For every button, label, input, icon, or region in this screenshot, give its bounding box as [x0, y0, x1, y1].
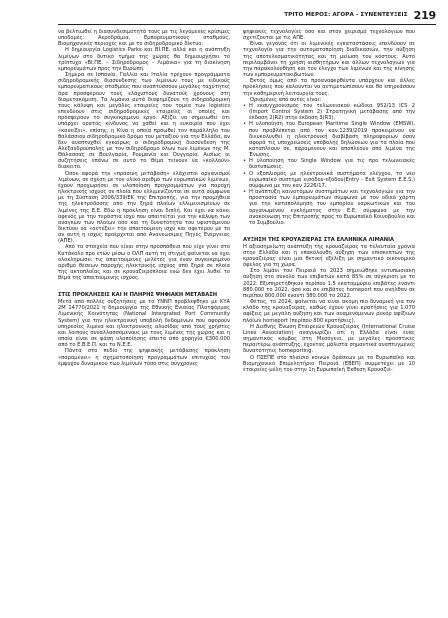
paragraph: Ο ΠΣΕΠΕ στο πλαίσιο κοινών δράσεων με το Ευρωπαϊκό και Βιομηχανικό Επιμελητήριο Πειραιά (ΕΒΕΠ) συμμετέχει με 10 εταιρείες-μέλη του στην 1η Ευρωπαϊκή Έκθεση Κρουαζιέ- — [243, 354, 415, 373]
paragraph: Από τα στοιχεία που είναι στην προσπάθεια που είχε γίνει στο Κατάκολο προ ετών μέσω ο ΟΛΠ αυτή τη στιγμή φαίνεται να έχει ολοκληρώσει τις απαιτούμενες μελέτες για έναν συγκεκριμένο αριθμό θέσεων παροχής ηλεκτρικής ισχύος από ξηρά σε πλοία της ακτοπλοΐας και σε κρουαζιερόπλοια ενώ δεν έχει λυθεί το θέμα της απαιτούμενης ισχύος. — [58, 244, 230, 282]
paragraph: Μετά από πολλές συζητήσεις με το ΥΝΝΠ προβλέφθηκε με ΚΥΑ 2Μ 14770/2021 η δημιουργία της Εθνικής Ενιαίας Πλατφόρμας Λιμενικής Κοινότητας (National Intergrated Port Community System) για την ηλεκτρονική υποβολή δεδομένων που αφορούν υπηρεσίες λιμένα και ηλεκτρονικής αλυσίδας από τους χρήστες και λοιπούς συναλλασσόμενους με τους λιμένες της χώρας και η οποία είναι σε φάση υλοποίησης έπειτα από χορηγία €300.000 από το Ε.Β.Ε.Π. και το Ν.Ε.Ε. — [58, 299, 230, 349]
section-title: ΤΡΙΤΟ ΜΕΡΟΣ: ΑΓΟΡΑ - ΣΥΝΕΝΤΕΥΞΕΙΣ — [284, 12, 408, 18]
paragraph: Ορισμένες από αυτές είναι: — [250, 96, 322, 103]
spacer — [58, 281, 230, 287]
paragraph: Στο λιμάνι του Πειραιά το 2023 σημειώθηκε εντυπωσιακή αύξηση στο σύνολο των επιβατών κατά 85% σε σύγκριση με το 2022. Εξυπηρετήθηκαν περίπου 1,5 εκατομμύριο επιβάτες έναντι 880.000 το 2022, όσο και σε επιβάτες homeport που ανήλθαν σε περίπου 800.000 έναντι 380.000 το 2022. — [243, 268, 415, 299]
bullet-item — [243, 158, 415, 170]
bullet-item — [243, 171, 415, 189]
bullet-text: Η εκσυγχρονισμός του τελωνειακού κώδικα 952/13 ICS 2 (Import Control System 2) Στρατηγική μετάβασης από την έκδοση 2(R2) στην έκδοση 3(R3). — [249, 102, 415, 122]
paragraph: Φέτος, το 2024, φαίνεται να είναι ακόμη πιο δυναμική για τον κλάδο της κρουαζιέρας, καθώς έχουν γίνει κρατήσεις για 1.070 αφίξεις με μεγάλη αύξηση και των αναμενόμενων ρεκόρ αφίξεων πλοίων homeport (περίπου 800 κρατήσεις). — [243, 299, 415, 324]
paragraph: Πάντα στο πεδίο της ψηφιακής μετάβασης πρόκληση «παραμένει» η σχηματοποίηση προγραμμάτων επιτυχίας του έμψυχου δυναμικού των λιμένων τόσο στις σύγχρονες — [58, 348, 230, 367]
paragraph: ψηφιακές τεχνολογίες όσο και στον χειρισμό τεχνολογιών που σχετίζονται με τις ΑΠΕ. — [243, 29, 415, 42]
section-heading: ΣΤΙΣ ΠΡΟΚΛΗΣΕΙΣ ΚΑΙ Η ΠΛΗΡΗΣ ΨΗΦΙΑΚΗ ΜΕΤΑΒΑΣΗ — [58, 292, 218, 299]
bullet-text: Η ανάπτυξη καινοτόμων συστημάτων και τεχνολογιών για την προστασία των εμπορευμάτων σύμφωνα με τον οδικό χάρτη για την καταπολέμηση του εμπορίου ναρκωτικών και του οργανωμένου εγκλήματος στην Ε.Ε. σύμφωνα με την ανακοίνωση της Επιτροπής προς το Ευρωπαϊκό Κοινοβούλιο και το Συμβούλιο. — [249, 189, 415, 226]
bullet-item — [243, 189, 415, 226]
left-column — [58, 29, 230, 367]
paragraph: Η δημιουργία Logistics Parks και ΒΙ.ΠΕ. αλλά και η ανάπτυξη λιμένων στο δυτικό τμήμα της χώρας θα δημιουργήσει το τρίπτυχο «ΒΙ.ΠΕ. – Σιδηρόδρομος – Λιμάνια» για τη διακίνηση εμπορευμάτων προς την Ευρώπη. — [58, 47, 230, 72]
bullet-item — [243, 121, 415, 158]
bullet-icon: • — [243, 189, 247, 196]
bullet-icon: • — [243, 170, 247, 177]
bullet-icon: • — [243, 102, 247, 109]
paragraph: Είναι γεγονός ότι οι λιμενικές εγκαταστάσεις επενδύουν σε τεχνολογία για την αυτοματοποίηση διαδικασιών, την αύξηση της αποτελεσματικότητας και τη μείωση του κόστους. Αυτό περιλαμβάνει τη χρήση αισθητήρων και άλλων τεχνολογιών για την παρακολούθηση και τον έλεγχο των λιμένων και της κίνησης των εμπορευματοκιβωτίων. — [243, 41, 415, 79]
bullet-text: Η υλοποίηση του European Maritime Single Window (EMSW), που προβλέπεται από τον καν.1239/2019 προκειμένου να διευκολυνθεί η ηλεκτρονική διαβίβαση πληροφοριών όσον αφορά τις υποχρεώσεις υποβολής δηλώσεων για τα πλοία που καταπλέουν σε, παραμένουν και αποπλέουν από λιμένα της Ένωσης. — [249, 121, 415, 159]
paragraph: να βελτιωθεί η διασυνδεσιμότητά τους με τις λεγόμενες κρίσιμες υποδομές: Αεροδρόμια, Εμπορευματικούς σταθμούς, Βιομηχανικές περιοχές και με το σιδηροδρομικό δίκτυο. — [58, 29, 230, 48]
bullet-icon: • — [243, 121, 247, 128]
bullet-item — [243, 103, 415, 121]
page-header — [284, 8, 436, 22]
page-number: 219 — [413, 8, 436, 22]
paragraph: Σήμερα σε Ισπανία, Γαλλία και Ιταλία τρέχουν προγράμματα σιδηροδρομικής διασύνδεσης των λιμένων τους με ειδικούς εμπορευματικούς σταθμούς που αναπτύσσουν μεγάλες ταχύτητες άρα προσφέρουν τους ελάχιστους δυνατούς χρόνους στη διαμετακόμιση. Τα λιμάνια αυτά διαφημίζουν τη σιδηροδρομική τους κάλυψη και μεγάλες εταιρείες του τομέα των logistics επενδύουν στις σιδηροδρομικές εταιρείες οι οποίες και προσφέρουν το συγκεκριμένο έργο. Αξίζει να σημειωθεί ότι υπάρχει ορατός κίνδυνος να χαθεί και η ευκαιρία που έχει «κανείξει», επίσης, η Κίνα η οποία προωθεί τον παράλληλο του θαλάσσιου σιδηροδρομικό δρόμο του μεταξιού για την Ελλάδα, αν δεν αναπτυχθεί εγκαίρως ο σιδηροδρομική διασύνδεση της Αλεξανδρούπολης με τον σιδηρόδρομο όλων των λιμένων της Μ. Θάλασσας σε Βουλγαρία, Ρουμανία και Ουγγαρία. Αισίως οι συζητήσεις επάνω σε αυτό το θέμα τείνουν να «κολλούν» διακειτο. — [58, 72, 230, 171]
bullet-text: Ο εξοπλισμός με ηλεκτρονικά συστήματα ελέγχου, το νέο ευρωπαϊκό σύστημα εισόδου-εξόδου(Entry - Exit System E.E.S.) σύμφωνα με τον καν 2226/17. — [249, 170, 415, 189]
paragraph: Εκτός όμως από τα προαναφερθέντα υπάρχουν και άλλες προκλήσεις που καλούνται να αντιμετωπίσουν και θα επηρεάσουν την καθημερινή λειτουργία τους. — [243, 78, 415, 97]
bullet-text: Η υλοποίηση του Single Window για τις προ τελωνειακές διατυπώσεις. — [249, 158, 415, 171]
right-column — [243, 29, 415, 373]
paragraph: Όσον αφορά την «πράσινη μετάβαση» ελάχιστοι οργανισμοί λιμένων, σε σχέση με τον υλικό αριθμό των ευρωπαϊκών λιμένων, έχουν προχωρήσει σε υλοποίηση προγραμμάτων για παροχή ηλεκτρικής ισχύος σε πλοία που ελλιμενίζονται σε αυτά σύμφωνα με τη Σύσταση 2006/339/ΕΚ της Επιτροπής, για την προμήθεια της ηλεκτρόδοσης από την ξηρά πλοίων ελλιμενισμένων σε λιμένες της Ε.Ε. Εδώ η πρόκληση είναι διπλή. Και έχει να κάνει αφενός με την τεράστια ισχύ που απαιτείται για την κάλυψη των αναγκών των πλοίων όσο και τη δυνατότητα του υφιστάμενου δικτύου να «αντέξει» την απαιτούμενη ισχύ και αφετέρου με το αν αυτή η ισχύς προέρχεται από Ανανεώσιμες Πηγές Ενέργειας (ΑΠΕ). — [58, 170, 230, 245]
bullet-icon: • — [243, 158, 247, 165]
spacer — [243, 226, 415, 232]
header-rule — [58, 24, 436, 25]
paragraph: Η αξιοσημείωτη ανάπτυξη της κρουαζιέρας τα τελευταία χρόνια στην Ελλάδα και η επακόλουθη αύξηση των επισκεπτών της κρουαζιέρας είναι μια θετική εξέλιξη με σημαντικό οικονομικό όφελος για τη χώρα. — [243, 243, 415, 269]
section-heading: ΑΥΞΗΣΗ ΤΗΣ ΚΡΟΥΑΖΙΕΡΑΣ ΣΤΑ ΕΛΛΗΝΙΚΑ ΛΙΜΑΝΙΑ — [243, 237, 395, 243]
paragraph: Η Διεθνής Ένωση Εταιρειών Κρουαζιέρας (International Cruise Lines Association) αναγνωρίζει ότι η Ελλάδα είναι ένας σημαντικός κόμβος στη Μεσόγειο, με μεγάλες προοπτικές περαιτέρω ανάπτυξης, έχοντας μάλιστα σημαντικά αναπτυγμένες δυνατότητες homeporting. — [243, 323, 415, 355]
